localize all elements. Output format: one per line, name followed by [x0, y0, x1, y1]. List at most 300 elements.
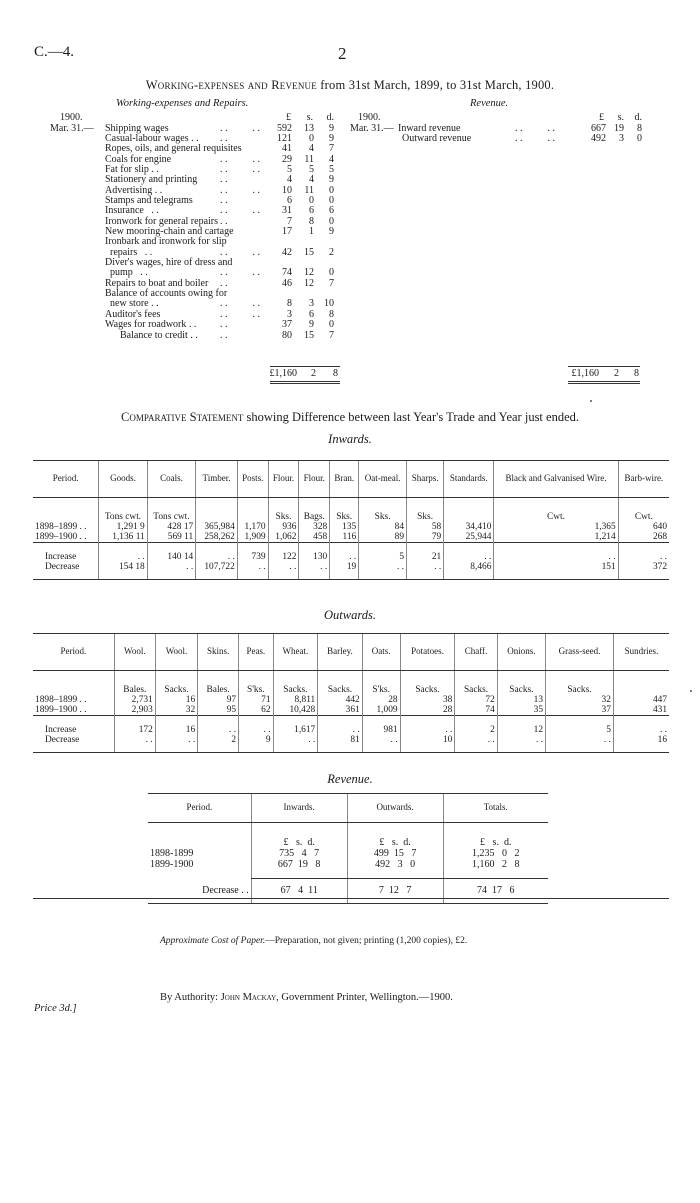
table-cell: 735 4 7: [251, 848, 347, 859]
leader-dots: . .: [220, 319, 228, 331]
expense-amount-s: 11: [304, 184, 314, 196]
footer-rule: [33, 898, 669, 899]
column-header: Wool.: [114, 634, 155, 671]
table-cell: 739: [237, 552, 268, 562]
bottom-row: [33, 572, 669, 580]
unit-cell: Sacks.: [497, 685, 545, 695]
spacer-cell: [400, 716, 455, 726]
column-header: Wool.: [155, 634, 197, 671]
revenue-label: Outward revenue: [402, 132, 472, 144]
table-cell: 72: [455, 695, 497, 705]
unit-cell: S'ks.: [362, 685, 400, 695]
table-cell: . .: [237, 562, 268, 572]
table-cell: 74: [455, 705, 497, 716]
table-cell: 122: [268, 552, 299, 562]
spacer-row: [148, 823, 548, 838]
column-header: Grass-seed.: [546, 634, 614, 671]
revenue-total-pence: 8: [634, 368, 639, 379]
table-cell: 1,365: [494, 522, 618, 532]
revenue-account: [0, 0, 700, 400]
column-header: Period.: [33, 634, 114, 671]
table-cell: 258,262: [196, 532, 238, 543]
table-cell: 28: [362, 695, 400, 705]
table-cell: 140 14: [147, 552, 195, 562]
row-label: 1899–1900 . .: [35, 705, 87, 715]
bottom-cell: [33, 572, 99, 580]
bottom-cell: [400, 745, 455, 753]
expense-amount-s: 12: [304, 267, 314, 279]
row-label: 1898-1899: [150, 848, 194, 859]
spacer-cell: [497, 716, 545, 726]
table-row: [33, 725, 669, 735]
outwards-title: Outwards.: [324, 608, 376, 622]
table-cell: 32: [546, 695, 614, 705]
table-cell: 328: [299, 522, 330, 532]
expense-label: Ironwork for general repairs: [105, 215, 219, 227]
expense-amount-l: 31: [282, 205, 292, 217]
bottom-cell: [273, 745, 318, 753]
table-cell: . .: [114, 735, 155, 745]
spacer-row: [33, 498, 669, 513]
comparative-heading: [0, 410, 700, 425]
expense-amount-d: 10: [324, 298, 334, 310]
revenue-total-shillings: 2: [614, 368, 619, 379]
table-cell: 16: [155, 725, 197, 735]
bottom-cell: [613, 745, 669, 753]
header-row: [33, 461, 669, 498]
revenue-table-title: Revenue.: [327, 772, 373, 786]
table-cell: 1,062: [268, 532, 299, 543]
table-cell: 981: [362, 725, 400, 735]
table-cell: 268: [618, 532, 669, 543]
unit-cell: [444, 512, 494, 522]
expense-amount-d: 2: [329, 246, 334, 258]
table-cell: 9: [239, 735, 273, 745]
expenses-total-pounds: £1,160: [269, 368, 297, 379]
spacer-cell: [239, 716, 273, 726]
spacer-cell: [33, 543, 99, 553]
leader-dots: . . . .: [220, 153, 260, 165]
leader-dots: . . . .: [220, 122, 260, 134]
expense-amount-d: 7: [329, 143, 334, 155]
spacer-cell: [400, 671, 455, 686]
inwards-table: [33, 460, 669, 580]
spacer-cell: [251, 823, 347, 838]
unit-cell: [237, 512, 268, 522]
expense-amount-d: 0: [329, 267, 334, 279]
column-header: Chaff.: [455, 634, 497, 671]
spacer-cell: [497, 671, 545, 686]
expense-amount-s: 12: [304, 277, 314, 289]
column-header: Onions.: [497, 634, 545, 671]
table-cell: 21: [407, 552, 444, 562]
revenue-amount-d: 8: [637, 122, 642, 134]
table-cell: 442: [318, 695, 362, 705]
column-header: Timber.: [196, 461, 238, 498]
expense-label: Shipping wages: [105, 122, 169, 134]
table-cell: 25,944: [444, 532, 494, 543]
revenue-amount-d: 0: [637, 132, 642, 144]
spacer-cell: [443, 823, 548, 838]
unit-cell: Sks.: [407, 512, 444, 522]
expense-amount-s: 11: [304, 153, 314, 165]
expense-amount-l: 5: [287, 163, 292, 175]
bottom-cell: [155, 745, 197, 753]
bottom-cell: [362, 745, 400, 753]
expense-amount-l: 592: [277, 122, 292, 134]
spacer-row: [148, 870, 548, 879]
header-row: [148, 794, 548, 823]
expense-label: Balance to credit . .: [105, 329, 198, 341]
table-cell: . .: [273, 735, 318, 745]
expense-amount-l: 4: [287, 174, 292, 186]
spacer-cell: [148, 870, 251, 879]
table-cell: . .: [494, 552, 618, 562]
table-cell: . .: [497, 735, 545, 745]
spacer-row: [33, 543, 669, 553]
spacer-cell: [155, 671, 197, 686]
table-row: [33, 532, 669, 543]
spacer-cell: [299, 543, 330, 553]
expense-label: Coals for engine: [105, 153, 172, 165]
expense-amount-s: 13: [304, 122, 314, 134]
spacer-cell: [407, 543, 444, 553]
expense-amount-d: 5: [329, 163, 334, 175]
bottom-cell: [444, 572, 494, 580]
table-cell: 1,617: [273, 725, 318, 735]
row-label: Increase: [45, 552, 77, 562]
spacer-cell: [33, 716, 114, 726]
column-header: Flour.: [299, 461, 330, 498]
expense-amount-l: 17: [282, 226, 292, 237]
unit-cell: Sks.: [268, 512, 299, 522]
table-row: [33, 552, 669, 562]
units-row: [33, 685, 669, 695]
expense-label: Stationery and printing: [105, 174, 198, 186]
revenue-amount-l: 492: [591, 132, 606, 144]
spacer-cell: [114, 716, 155, 726]
spacer-cell: [362, 671, 400, 686]
bottom-cell: [494, 572, 618, 580]
unit-cell: Sacks.: [455, 685, 497, 695]
spacer-cell: [347, 823, 443, 838]
bottom-cell: [318, 745, 362, 753]
expenses-total-shillings: 2: [311, 368, 316, 379]
expense-amount-s: 15: [304, 329, 314, 341]
table-cell: . .: [455, 735, 497, 745]
column-header: Outwards.: [347, 794, 443, 823]
spacer-cell: [443, 870, 548, 879]
spacer-cell: [114, 671, 155, 686]
bottom-cell: [455, 745, 497, 753]
leader-dots: . . . .: [220, 205, 260, 217]
table-cell: 1,136 11: [99, 532, 147, 543]
table-cell: 16: [155, 695, 197, 705]
expense-amount-s: 0: [309, 194, 314, 206]
row-label: 1898–1899 . .: [35, 522, 87, 532]
unit-cell: Sacks.: [318, 685, 362, 695]
leader-dots: . . . .: [515, 132, 555, 144]
unit-cell: Sacks.: [155, 685, 197, 695]
table-cell: 81: [318, 735, 362, 745]
expense-amount-l: 46: [282, 277, 292, 289]
table-cell: 458: [299, 532, 330, 543]
spacer-cell: [613, 716, 669, 726]
expense-label: Diver's wages, hire of dress and: [105, 257, 233, 269]
header-row: [33, 634, 669, 671]
spacer-cell: [268, 498, 299, 513]
table-cell: . .: [147, 562, 195, 572]
expense-label: repairs . .: [105, 246, 153, 258]
spacer-cell: [99, 543, 147, 553]
spacer-cell: [237, 543, 268, 553]
bottom-cell: [268, 572, 299, 580]
spacer-cell: [237, 498, 268, 513]
revenue-total-double-rule: [568, 381, 640, 384]
table-cell: . .: [362, 735, 400, 745]
unit-cell: Tons cwt.: [99, 512, 147, 522]
bottom-cell: [239, 745, 273, 753]
bottom-cell: [359, 572, 407, 580]
table-cell: 58: [407, 522, 444, 532]
outwards-table: [33, 633, 669, 753]
table-cell: . .: [407, 562, 444, 572]
bottom-cell: [299, 572, 330, 580]
table-cell: 569 11: [147, 532, 195, 543]
column-header: Potatoes.: [400, 634, 455, 671]
column-header: Sundries.: [613, 634, 669, 671]
table-cell: 8,811: [273, 695, 318, 705]
table-cell: 135: [330, 522, 359, 532]
expense-amount-s: 9: [309, 319, 314, 331]
table-cell: 107,722: [196, 562, 238, 572]
expense-amount-l: 6: [287, 194, 292, 206]
table-cell: 97: [198, 695, 239, 705]
table-cell: 10: [400, 735, 455, 745]
table-cell: 1,291 9: [99, 522, 147, 532]
expense-amount-s: 15: [304, 246, 314, 258]
column-header: Skins.: [198, 634, 239, 671]
revenue-total-pounds: £1,160: [571, 368, 599, 379]
unit-cell: [33, 512, 99, 522]
spacer-cell: [251, 870, 347, 879]
table-cell: . .: [546, 735, 614, 745]
column-header: Bran.: [330, 461, 359, 498]
expense-amount-l: 74: [282, 267, 292, 279]
spacer-cell: [148, 823, 251, 838]
spacer-cell: [239, 671, 273, 686]
spacer-cell: [273, 716, 318, 726]
table-cell: 19: [330, 562, 359, 572]
table-cell: 8,466: [444, 562, 494, 572]
expense-label: new store . .: [105, 298, 159, 310]
table-cell: 1,170: [237, 522, 268, 532]
table-cell: 89: [359, 532, 407, 543]
unit-cell: Sacks.: [273, 685, 318, 695]
spacer-cell: [455, 671, 497, 686]
spacer-cell: [613, 671, 669, 686]
leader-dots: . . . .: [220, 246, 260, 258]
table-cell: 71: [239, 695, 273, 705]
table-cell: 34,410: [444, 522, 494, 532]
table-cell: 361: [318, 705, 362, 716]
column-header: Oat-meal.: [359, 461, 407, 498]
table-cell: 13: [497, 695, 545, 705]
column-header: Standards.: [444, 461, 494, 498]
leader-dots: . . . .: [515, 122, 555, 134]
table-cell: 5: [546, 725, 614, 735]
expense-amount-d: 0: [329, 194, 334, 206]
table-cell: . .: [268, 562, 299, 572]
row-label: Increase: [45, 725, 77, 735]
shilling-header: s.: [306, 112, 313, 123]
rev-pound-header: £: [599, 112, 604, 123]
bottom-cell: [147, 572, 195, 580]
table-cell: 74 17 6: [443, 885, 548, 896]
spacer-cell: [494, 543, 618, 553]
table-cell: 5: [359, 552, 407, 562]
table-cell: 2: [455, 725, 497, 735]
table-cell: 37: [546, 705, 614, 716]
expense-amount-l: 42: [282, 246, 292, 258]
price: Price 3d.]: [34, 1003, 77, 1014]
unit-cell: Sacks.: [400, 685, 455, 695]
bottom-cell: [33, 745, 114, 753]
print-speck: [590, 400, 592, 402]
column-header: Barley.: [318, 634, 362, 671]
table-cell: 95: [198, 705, 239, 716]
expense-amount-l: 8: [287, 298, 292, 310]
table-cell: 431: [613, 705, 669, 716]
spacer-cell: [444, 498, 494, 513]
row-label: Decrease: [45, 562, 80, 572]
expense-amount-d: 0: [329, 319, 334, 331]
currency-cell: £ s. d.: [251, 837, 347, 848]
units-row: [33, 512, 669, 522]
expense-label: Insurance . .: [105, 205, 159, 217]
unit-cell: Bales.: [114, 685, 155, 695]
unit-cell: Sks.: [359, 512, 407, 522]
bottom-cell: [618, 572, 669, 580]
spacer-cell: [359, 498, 407, 513]
table-cell: . .: [196, 552, 238, 562]
table-row: [33, 705, 669, 716]
table-row: [33, 562, 669, 572]
table-cell: 2: [198, 735, 239, 745]
spacer-cell: [347, 870, 443, 879]
currency-cell: £ s. d.: [443, 837, 548, 848]
spacer-cell: [33, 671, 114, 686]
table-cell: 447: [613, 695, 669, 705]
table-cell: 38: [400, 695, 455, 705]
leader-dots: . . . .: [220, 184, 260, 196]
expense-label: pump . .: [105, 267, 148, 279]
expense-amount-d: 7: [329, 329, 334, 341]
expense-amount-d: 8: [329, 308, 334, 320]
expense-amount-d: 0: [329, 184, 334, 196]
column-header: Coals.: [147, 461, 195, 498]
revenue-date: Mar. 31.—: [350, 122, 394, 134]
currency-cell: £ s. d.: [347, 837, 443, 848]
expense-amount-d: 9: [329, 122, 334, 134]
expense-amount-d: 9: [329, 132, 334, 144]
authority-prefix: By Authority:: [160, 992, 219, 1003]
spacer-cell: [196, 498, 238, 513]
bottom-cell: [196, 572, 238, 580]
expense-amount-s: 4: [309, 174, 314, 186]
expense-amount-d: 0: [329, 215, 334, 227]
leader-dots: . .: [220, 174, 228, 186]
spacer-cell: [299, 498, 330, 513]
expense-amount-d: 9: [329, 226, 334, 237]
authority-name: John Mackay: [220, 992, 277, 1003]
expense-amount-d: 6: [329, 205, 334, 217]
page-number: 2: [338, 44, 347, 63]
table-row: [33, 695, 669, 705]
spacer-cell: [362, 716, 400, 726]
spacer-cell: [546, 716, 614, 726]
cost-note-label: Approximate Cost of Paper.: [160, 936, 266, 946]
table-cell: 79: [407, 532, 444, 543]
table-cell: 12: [497, 725, 545, 735]
column-header: Period.: [33, 461, 99, 498]
column-header: Peas.: [239, 634, 273, 671]
table-cell: 1,009: [362, 705, 400, 716]
expenses-year: 1900.: [60, 112, 83, 123]
unit-cell: Cwt.: [618, 512, 669, 522]
row-label: Decrease . .: [202, 885, 249, 896]
unit-cell: Tons cwt.: [147, 512, 195, 522]
spacer-cell: [330, 543, 359, 553]
table-cell: 667 19 8: [251, 859, 347, 870]
expense-amount-l: 121: [277, 132, 292, 144]
expense-amount-l: 3: [287, 308, 292, 320]
bottom-cell: [497, 745, 545, 753]
expense-label: Repairs to boat and boiler: [105, 277, 209, 289]
table-cell: . .: [198, 725, 239, 735]
table-cell: 640: [618, 522, 669, 532]
revenue-amount-s: 3: [619, 132, 624, 144]
inwards-title: Inwards.: [328, 432, 372, 446]
main-heading-prefix: Working-expenses and Revenue: [145, 78, 317, 92]
table-cell: 2,903: [114, 705, 155, 716]
table-cell: . .: [239, 725, 273, 735]
column-header: Flour.: [268, 461, 299, 498]
expense-amount-l: 37: [282, 319, 292, 331]
spacer-cell: [546, 671, 614, 686]
table-cell: 372: [618, 562, 669, 572]
leader-dots: . . . .: [220, 163, 260, 175]
spacer-cell: [455, 716, 497, 726]
print-speck: [690, 690, 692, 692]
spacer-cell: [359, 543, 407, 553]
expense-amount-d: 4: [329, 153, 334, 165]
table-cell: 32: [155, 705, 197, 716]
column-header: Black and Galvanised Wire.: [494, 461, 618, 498]
expense-amount-s: 8: [309, 215, 314, 227]
table-cell: 62: [239, 705, 273, 716]
table-cell: . .: [359, 562, 407, 572]
table-cell: 130: [299, 552, 330, 562]
table-cell: 35: [497, 705, 545, 716]
leader-dots: . .: [220, 194, 228, 206]
row-label: 1898–1899 . .: [35, 695, 87, 705]
table-cell: . .: [318, 725, 362, 735]
table-row: [148, 885, 548, 896]
column-header: Posts.: [237, 461, 268, 498]
bottom-row: [33, 745, 669, 753]
table-cell: . .: [99, 552, 147, 562]
